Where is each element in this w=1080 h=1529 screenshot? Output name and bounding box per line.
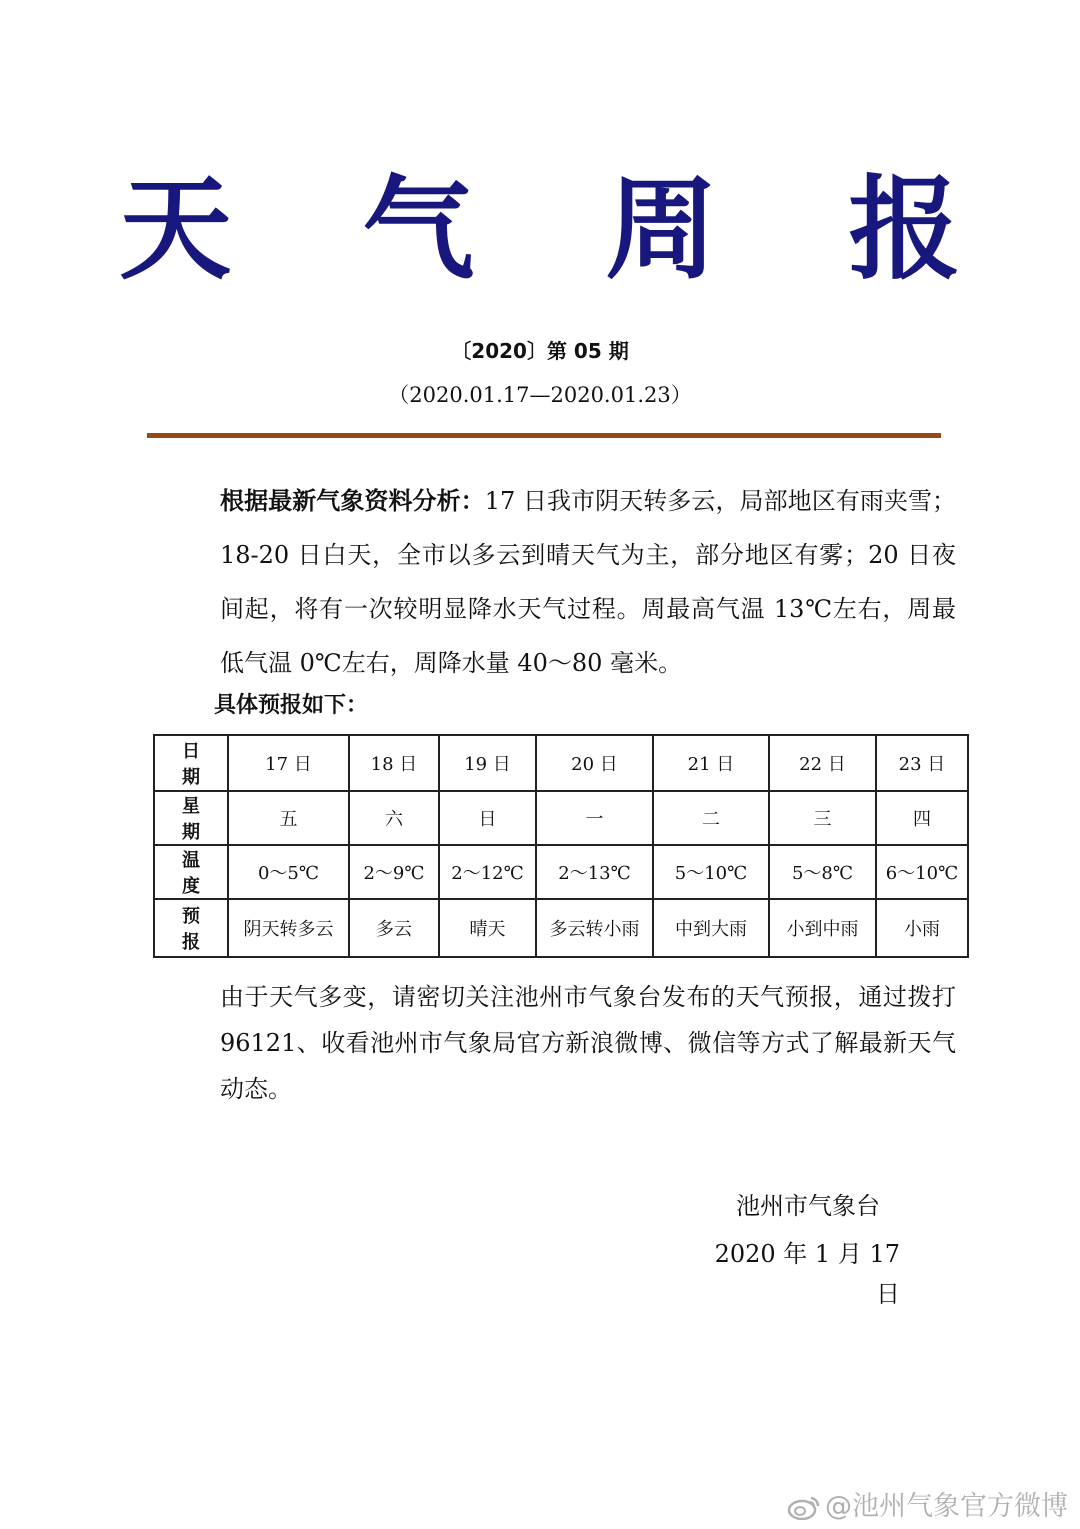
cell-date: 20 日 bbox=[536, 735, 653, 791]
cell-forecast: 多云转小雨 bbox=[536, 899, 653, 957]
cell-weekday: 三 bbox=[769, 791, 876, 845]
cell-temperature: 2～12℃ bbox=[439, 845, 536, 899]
cell-temperature: 2～9℃ bbox=[349, 845, 439, 899]
analysis-paragraph bbox=[164, 474, 956, 690]
forecast-heading: 具体预报如下： bbox=[214, 693, 369, 718]
cell-temperature: 0～5℃ bbox=[228, 845, 349, 899]
row-header-forecast: 预 报 bbox=[154, 899, 228, 957]
cell-weekday: 六 bbox=[349, 791, 439, 845]
weibo-watermark bbox=[787, 1490, 1068, 1524]
cell-temperature: 2～13℃ bbox=[536, 845, 653, 899]
cell-weekday: 一 bbox=[536, 791, 653, 845]
analysis-lead: 根据最新气象资料分析： bbox=[220, 487, 485, 515]
issue-number: 〔2020〕第 05 期 bbox=[451, 339, 629, 363]
cell-forecast: 小到中雨 bbox=[769, 899, 876, 957]
row-header-date: 日 期 bbox=[154, 735, 228, 791]
analysis-body: 17 日我市阴天转多云，局部地区有雨夹雪；18-20 日白天，全市以多云到晴天气为主，部分地区有雾；20 日夜间起，将有一次较明显降水天气过程。周最高气温 13℃左右，周最低气温 0℃左右，周降水量 40～80 毫米。 bbox=[220, 487, 957, 677]
cell-date: 18 日 bbox=[349, 735, 439, 791]
cell-forecast: 小雨 bbox=[876, 899, 968, 957]
weibo-icon bbox=[787, 1494, 821, 1520]
cell-weekday: 日 bbox=[439, 791, 536, 845]
notice-paragraph: 由于天气多变，请密切关注池州市气象台发布的天气预报，通过拨打96121、收看池州市气象局官方新浪微博、微信等方式了解最新天气动态。 bbox=[220, 983, 956, 1103]
cell-date: 22 日 bbox=[769, 735, 876, 791]
table-row-temperature bbox=[154, 845, 968, 899]
row-header-weekday: 星 期 bbox=[154, 791, 228, 845]
cell-temperature: 6～10℃ bbox=[876, 845, 968, 899]
cell-temperature: 5～10℃ bbox=[653, 845, 769, 899]
watermark-text: @池州气象官方微博 bbox=[825, 1491, 1068, 1522]
page-title: 天 气 周 报 bbox=[119, 164, 1007, 295]
cell-forecast: 多云 bbox=[349, 899, 439, 957]
cell-temperature: 5～8℃ bbox=[769, 845, 876, 899]
cell-weekday: 四 bbox=[876, 791, 968, 845]
forecast-table bbox=[153, 734, 969, 958]
cell-forecast: 晴天 bbox=[439, 899, 536, 957]
table-row-date bbox=[154, 735, 968, 791]
cell-forecast: 阴天转多云 bbox=[228, 899, 349, 957]
table-row-forecast bbox=[154, 899, 968, 957]
cell-weekday: 二 bbox=[653, 791, 769, 845]
cell-date: 19 日 bbox=[439, 735, 536, 791]
header-divider bbox=[147, 433, 941, 438]
table-row-weekday bbox=[154, 791, 968, 845]
cell-date: 17 日 bbox=[228, 735, 349, 791]
row-header-temperature: 温 度 bbox=[154, 845, 228, 899]
signature-org: 池州市气象台 bbox=[736, 1192, 880, 1220]
cell-forecast: 中到大雨 bbox=[653, 899, 769, 957]
cell-weekday: 五 bbox=[228, 791, 349, 845]
date-range: （2020.01.17—2020.01.23） bbox=[388, 383, 692, 407]
cell-date: 23 日 bbox=[876, 735, 968, 791]
cell-date: 21 日 bbox=[653, 735, 769, 791]
signature-date: 2020 年 1 月 17 日 bbox=[714, 1240, 900, 1308]
